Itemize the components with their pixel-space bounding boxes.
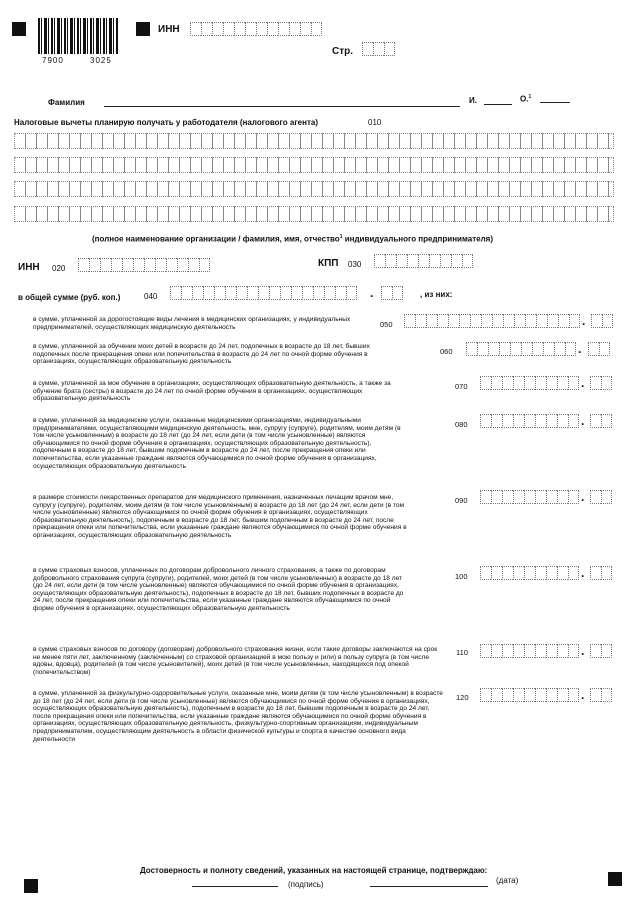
item-080-rubles-field[interactable]	[480, 414, 579, 428]
item-050-decimal-dot: .	[582, 314, 586, 328]
item-070-code: 070	[455, 382, 468, 391]
item-090-kopeks-field[interactable]	[590, 490, 612, 504]
corner-marker-bottom-right	[608, 872, 622, 886]
item-120-rubles-field[interactable]	[480, 688, 579, 702]
signature-label: (подпись)	[288, 880, 324, 889]
item-110-decimal-dot: .	[581, 644, 585, 658]
item-060-text: в сумме, уплаченной за обучение моих детей в возрасте до 24 лет, подопечных в возрасте до 18 лет, бывших подопечных после прекращения опеки или попечительства в возрасте до 24 лет по очной форме обучения в организациях, осуществляющих образовательную деятельность	[33, 343, 370, 366]
item-110-rubles-field[interactable]	[480, 644, 579, 658]
initial-o-field[interactable]	[540, 102, 570, 103]
item-080-decimal-dot: .	[581, 414, 585, 428]
signature-field[interactable]	[192, 886, 278, 887]
corner-marker-bottom-left	[24, 879, 38, 893]
item-100-decimal-dot: .	[581, 566, 585, 580]
employer-kpp-label: КПП	[318, 258, 339, 269]
inn-header-field[interactable]	[190, 22, 322, 36]
item-080-code: 080	[455, 420, 468, 429]
page-number-field[interactable]	[362, 42, 395, 56]
total-sum-kopeks-field[interactable]	[381, 286, 403, 300]
total-sum-decimal-dot: .	[370, 286, 374, 300]
item-120-kopeks-field[interactable]	[590, 688, 612, 702]
initial-i-label: И.	[469, 96, 477, 105]
item-120-code: 120	[456, 693, 469, 702]
item-080-kopeks-field[interactable]	[590, 414, 612, 428]
initial-o-label: О.$^1$	[520, 94, 532, 104]
org-name-row-2[interactable]	[14, 157, 614, 173]
item-070-text: в сумме, уплаченной за мое обучение в организациях, осуществляющих образовательную деятельность, а также за обучение брата (сестры) в возрасте до 24 лет по очной форме обучения в организациях, осуществляющих образовательную деятельность	[33, 380, 391, 403]
employer-kpp-field[interactable]	[374, 254, 473, 268]
employer-title: Налоговые вычеты планирую получать у работодателя (налогового агента)	[14, 118, 318, 127]
total-sum-suffix: , из них:	[420, 290, 453, 299]
item-070-decimal-dot: .	[581, 376, 585, 390]
item-090-text: в размере стоимости лекарственных препаратов для медицинского применения, назначенных лечащим врачом мне, супругу (супруге), родителям, моим детям (в том числе усыновленным) в возрасте до 18 лет (до 24 лет, если дети (в том числе усыновленные) являются обучающимися по очной форме обучения в организациях, осуществляющих образовательную деятельность), подопечным в возрасте до 18 лет, бывшим подопечным в возрасте до 24 лет, после прекращения опеки или попечительства, если указанные граждане являются обучающимися по очной форме обучения в организациях, осуществляющих образовательную деятельность	[33, 494, 407, 539]
item-070-rubles-field[interactable]	[480, 376, 579, 390]
employer-inn-code: 020	[52, 264, 66, 273]
item-100-rubles-field[interactable]	[480, 566, 579, 580]
barcode-number-right: 3025	[90, 56, 112, 65]
item-050-kopeks-field[interactable]	[591, 314, 613, 328]
item-110-text: в сумме страховых взносов по договору (договорам) добровольного страхования жизни, если такие договоры заключаются на срок не менее пяти лет, заключенному (заключенным) со страховой организацией в мою пользу и (или) в пользу супруга (в том числе вдовы, вдовца), родителей (в том числе усыновителей), моих детей (в том числе усыновленных, находящихся под опекой (попечительством)	[33, 646, 438, 676]
org-name-row-1[interactable]	[14, 133, 614, 149]
surname-label: Фамилия	[48, 98, 85, 107]
corner-marker-top-mid	[136, 22, 150, 36]
item-050-code: 050	[380, 320, 393, 329]
item-100-text: в сумме страховых взносов, уплаченных по договорам добровольного личного страхования, а также по договорам добровольного страхования супруга (супруги), родителей, моих детей (в том числе усыновленных) в возрасте до 18 лет (до 24 лет, если дети (в том числе усыновленные) являются обучающимися по очной форме обучения в организациях, осуществляющих образовательную деятельность), подопечных в возрасте до 18 лет, бывших подопечных в возрасте до 24 лет, после прекращения опеки или попечительства, если указанные граждане являются обучающимися по очной форме обучения в организациях, осуществляющих образовательную деятельность	[33, 567, 404, 612]
inn-header-label: ИНН	[158, 24, 180, 35]
confirmation-text: Достоверность и полноту сведений, указанных на настоящей странице, подтверждаю:	[140, 866, 488, 875]
item-070-kopeks-field[interactable]	[590, 376, 612, 390]
item-080-text: в сумме, уплаченной за медицинские услуги, оказанные медицинскими организациями, индивидуальными предпринимателями, осуществляющими медицинскую деятельность, мне, супругу (супруге), родителям, моим детям (в том числе усыновленным) в возрасте до 18 лет (до 24 лет, если дети (в том числе усыновленные) являются обучающимися по очной форме обучения в организациях, осуществляющих образовательную деятельность), подопечным в возрасте до 18 лет, бывшим подопечным в возрасте до 24 лет, после прекращения опеки или попечительства, если указанные граждане являются обучающимися по очной форме обучения в организациях, осуществляющих образовательную деятельность	[33, 417, 401, 470]
item-100-code: 100	[455, 572, 468, 581]
item-050-rubles-field[interactable]	[404, 314, 580, 328]
employer-code: 010	[368, 118, 382, 127]
item-060-decimal-dot: .	[578, 342, 582, 356]
barcode	[38, 18, 118, 54]
org-name-caption: (полное наименование организации / фамилия, имя, отчество$^1$ индивидуального предпринимателя)	[92, 234, 493, 244]
date-field[interactable]	[370, 886, 488, 887]
item-060-rubles-field[interactable]	[466, 342, 576, 356]
total-sum-label: в общей сумме (руб. коп.)	[18, 293, 121, 302]
date-label: (дата)	[496, 876, 519, 885]
corner-marker-top-left	[12, 22, 26, 36]
employer-inn-field[interactable]	[78, 258, 210, 272]
total-sum-code: 040	[144, 292, 158, 301]
employer-kpp-code: 030	[348, 260, 362, 269]
total-sum-rubles-field[interactable]	[170, 286, 357, 300]
item-110-kopeks-field[interactable]	[590, 644, 612, 658]
item-060-code: 060	[440, 347, 453, 356]
item-090-code: 090	[455, 496, 468, 505]
item-120-decimal-dot: .	[581, 688, 585, 702]
item-110-code: 110	[456, 648, 468, 657]
item-060-kopeks-field[interactable]	[588, 342, 610, 356]
item-100-kopeks-field[interactable]	[590, 566, 612, 580]
item-090-rubles-field[interactable]	[480, 490, 579, 504]
page-label: Стр.	[332, 46, 354, 57]
surname-field[interactable]	[104, 106, 460, 107]
item-120-text: в сумме, уплаченной за физкультурно-оздоровительные услуги, оказанные мне, моим детям (в том числе усыновленным) в возрасте до 18 лет (до 24 лет, если дети (в том числе усыновленные) являются обучающимися по очной форме обучения в организациях, осуществляющих образовательную деятельность), подопечным в возрасте до 18 лет, бывшим подопечным в возрасте до 24 лет, после прекращения опеки или попечительства, если указанные граждане являются обучающимися по очной форме обучения в организациях, осуществляющих образовательную деятельность, физкультурно-спортивным организациям, индивидуальным предпринимателям, осуществляющим деятельность в области физической культуры и спорта в качестве основного вида деятельности	[33, 690, 443, 743]
item-090-decimal-dot: .	[581, 490, 585, 504]
org-name-row-4[interactable]	[14, 206, 614, 222]
employer-inn-label: ИНН	[18, 262, 40, 273]
barcode-number-left: 7900	[42, 56, 64, 65]
org-name-row-3[interactable]	[14, 181, 614, 197]
item-050-text: в сумме, уплаченной за дорогостоящие виды лечения в медицинских организациях, у индивидуальных предпринимателей, осуществляющих медицинскую деятельность	[33, 316, 351, 331]
initial-i-field[interactable]	[484, 104, 512, 105]
